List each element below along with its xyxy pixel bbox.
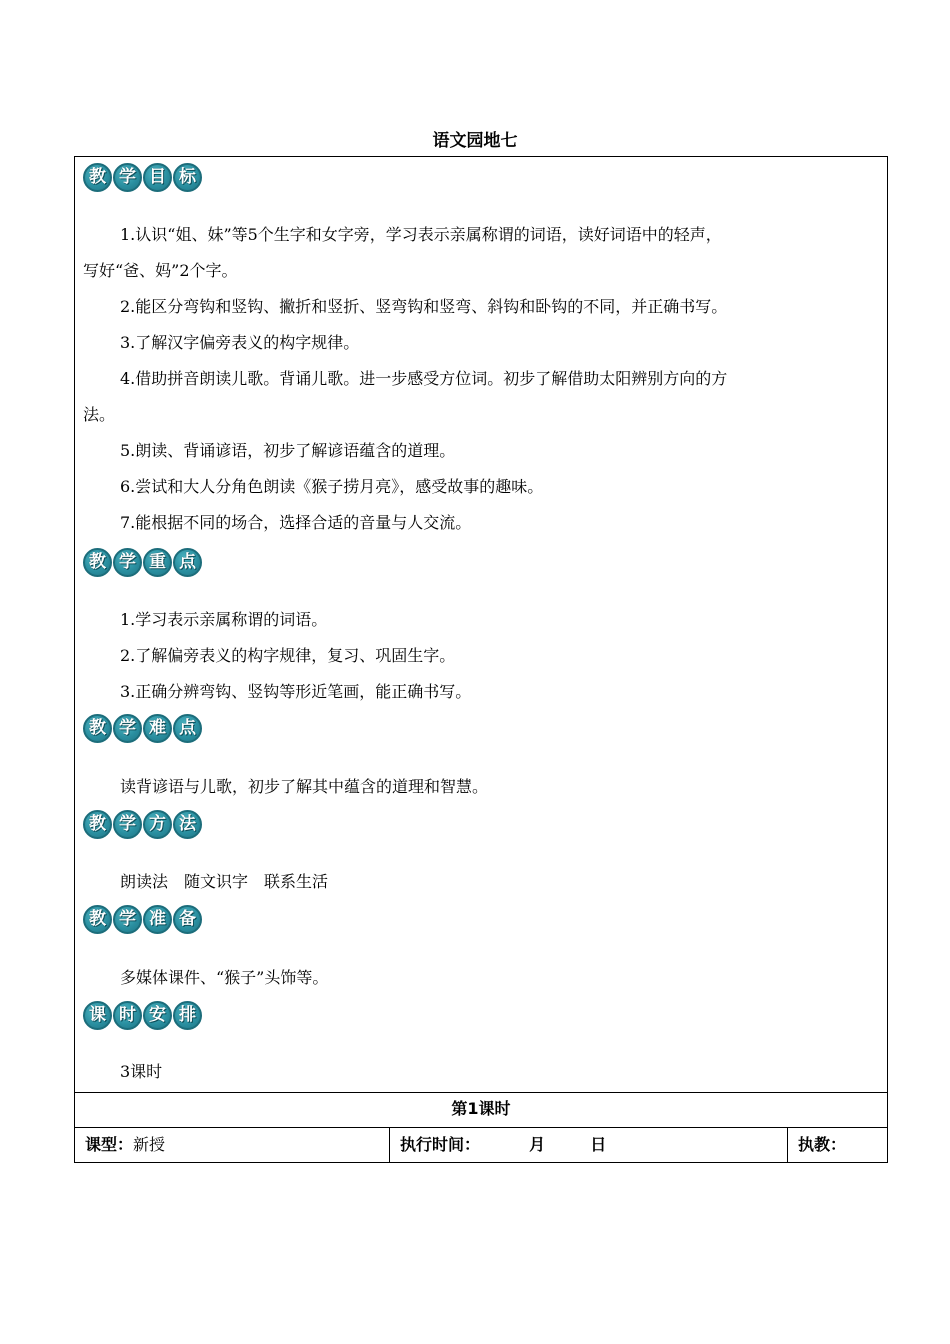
preparation-text: 多媒体课件、“猴子”头饰等。	[120, 968, 329, 987]
badge-char: 备	[173, 905, 202, 934]
info-row	[74, 1127, 888, 1163]
section-methods-body	[83, 864, 873, 900]
lesson-plan-box	[74, 156, 888, 1093]
goal-item-4: 4.借助拼音朗读儿歌。背诵儿歌。进一步感受方位词。初步了解借助太阳辨别方向的方	[120, 369, 728, 388]
lesson-type-label: 课型：	[85, 1135, 134, 1154]
badge-char: 教	[83, 163, 112, 192]
section-difficulties-body	[83, 769, 873, 805]
badge-char: 标	[173, 163, 202, 192]
badge-methods	[83, 807, 873, 841]
badge-char: 方	[143, 810, 172, 839]
section-key-points-body	[83, 602, 873, 710]
badge-char: 点	[173, 714, 202, 743]
badge-teaching-goals	[83, 160, 873, 194]
section-difficulties	[83, 711, 873, 745]
goal-item-1-cont: 写好“爸、妈”2个字。	[83, 261, 238, 280]
badge-char: 重	[143, 548, 172, 577]
badge-key-points	[83, 545, 873, 579]
badge-char: 教	[83, 905, 112, 934]
badge-char: 点	[173, 548, 202, 577]
section-schedule-body	[83, 1054, 873, 1090]
badge-char: 教	[83, 714, 112, 743]
badge-char: 课	[83, 1001, 112, 1030]
section-teaching-goals-body	[83, 217, 873, 541]
lesson-type-value: 新授	[133, 1135, 166, 1154]
section-key-points	[83, 545, 873, 579]
goal-item-4-cont: 法。	[83, 405, 116, 424]
badge-preparation	[83, 902, 873, 936]
key-point-1: 1.学习表示亲属称谓的词语。	[120, 610, 328, 629]
goal-item-5: 5.朗读、背诵谚语，初步了解谚语蕴含的道理。	[120, 441, 456, 460]
section-methods	[83, 807, 873, 841]
section-teaching-goals	[83, 160, 873, 194]
section-schedule	[83, 998, 873, 1032]
badge-char: 学	[113, 714, 142, 743]
month-label: 月	[529, 1135, 546, 1154]
methods-text: 朗读法 随文识字 联系生活	[120, 872, 329, 891]
badge-schedule	[83, 998, 873, 1032]
lesson-type-cell	[75, 1128, 389, 1162]
badge-char: 学	[113, 810, 142, 839]
badge-char: 排	[173, 1001, 202, 1030]
section-preparation	[83, 902, 873, 936]
goal-item-3: 3.了解汉字偏旁表义的构字规律。	[120, 333, 360, 352]
section-preparation-body	[83, 960, 873, 996]
schedule-text: 3课时	[120, 1062, 163, 1081]
badge-char: 时	[113, 1001, 142, 1030]
key-point-2: 2.了解偏旁表义的构字规律，复习、巩固生字。	[120, 646, 456, 665]
goal-item-6: 6.尝试和大人分角色朗读《猴子捞月亮》，感受故事的趣味。	[120, 477, 544, 496]
document-title: 语文园地七	[432, 131, 518, 151]
badge-char: 难	[143, 714, 172, 743]
badge-char: 学	[113, 905, 142, 934]
badge-char: 学	[113, 163, 142, 192]
goal-item-1: 1.认识“姐、妹”等5个生字和女字旁，学习表示亲属称谓的词语，读好词语中的轻声，	[120, 225, 722, 244]
badge-difficulties	[83, 711, 873, 745]
execution-time-label: 执行时间：	[400, 1135, 481, 1154]
badge-char: 学	[113, 548, 142, 577]
day-label: 日	[590, 1135, 607, 1154]
badge-char: 准	[143, 905, 172, 934]
execution-time-cell	[389, 1128, 787, 1162]
badge-char: 目	[143, 163, 172, 192]
goal-item-2: 2.能区分弯钩和竖钩、撇折和竖折、竖弯钩和竖弯、斜钩和卧钩的不同，并正确书写。	[120, 297, 728, 316]
session-header: 第1课时	[74, 1092, 888, 1128]
difficulty-text: 读背谚语与儿歌，初步了解其中蕴含的道理和智慧。	[120, 777, 489, 796]
teacher-cell	[787, 1128, 887, 1162]
badge-char: 教	[83, 810, 112, 839]
badge-char: 法	[173, 810, 202, 839]
teacher-label: 执教：	[798, 1135, 847, 1154]
badge-char: 安	[143, 1001, 172, 1030]
key-point-3: 3.正确分辨弯钩、竖钩等形近笔画，能正确书写。	[120, 682, 472, 701]
goal-item-7: 7.能根据不同的场合，选择合适的音量与人交流。	[120, 513, 472, 532]
badge-char: 教	[83, 548, 112, 577]
